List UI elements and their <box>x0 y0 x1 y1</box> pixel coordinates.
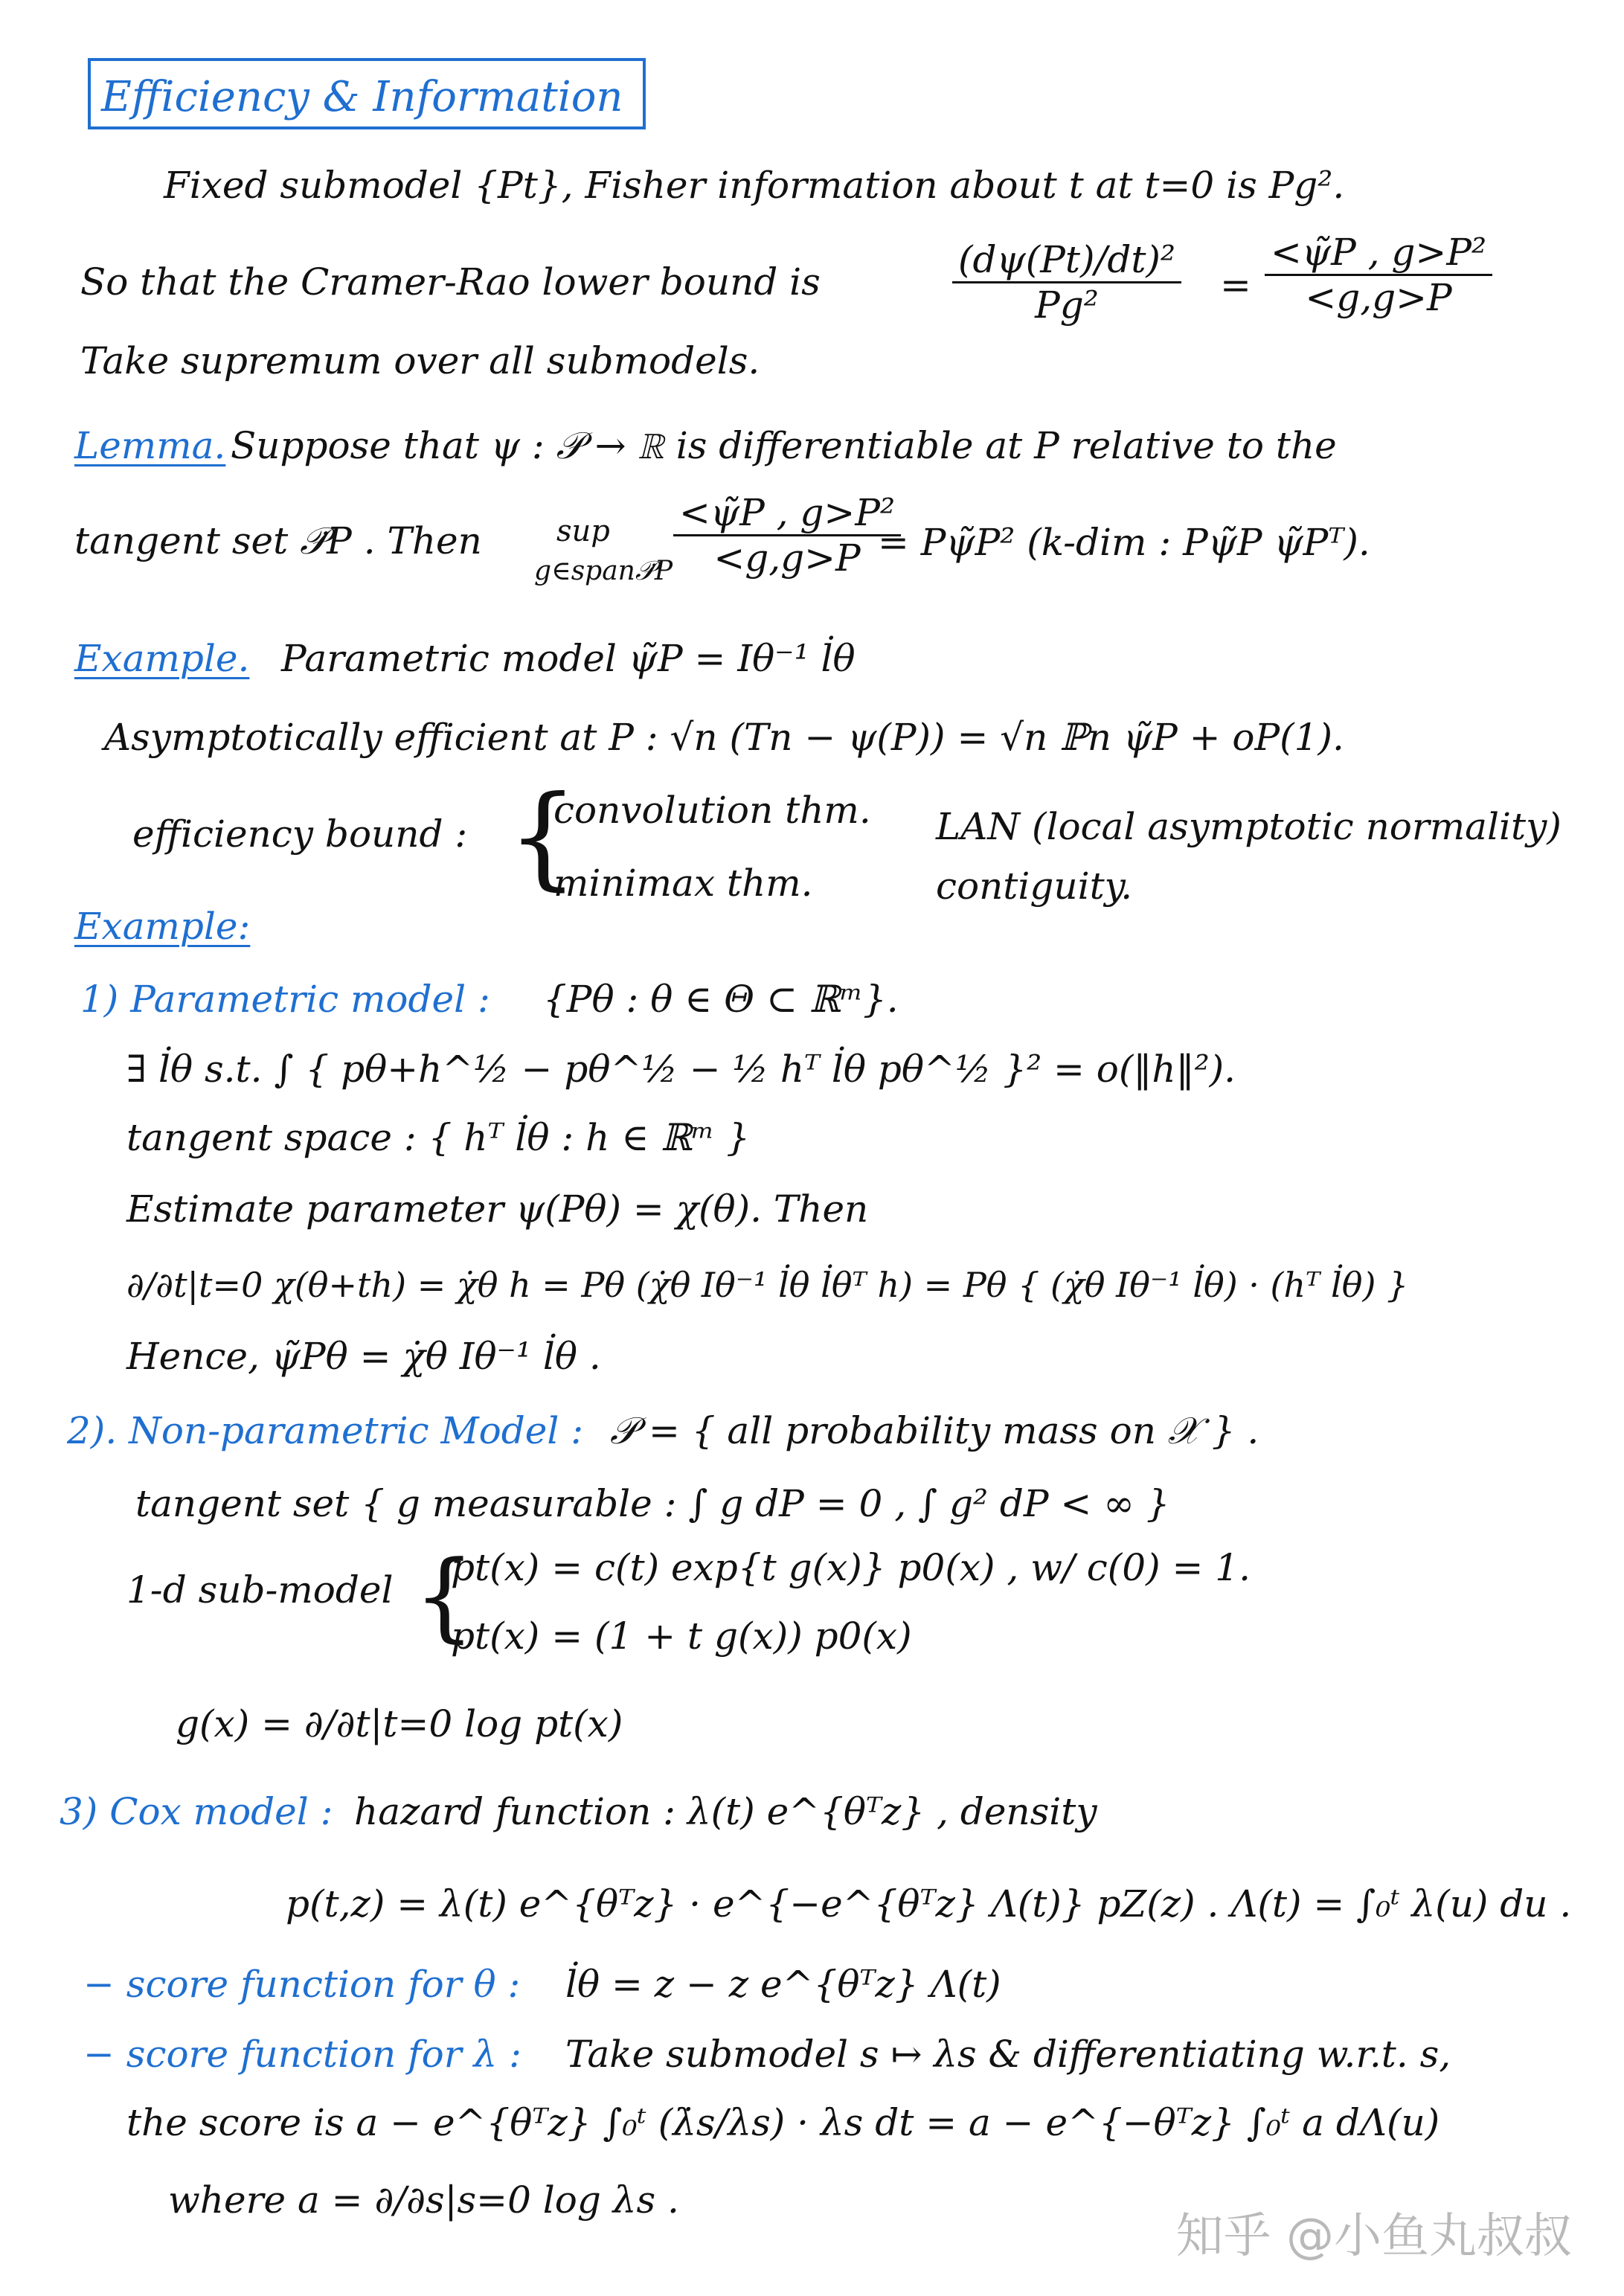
lemma-denominator: <g,g>P <box>713 536 861 580</box>
part-2-label: 2). Non-parametric Model : <box>67 1409 584 1452</box>
minimax-theorem: minimax thm. <box>553 862 813 905</box>
score-theta: l̇θ = z − z e^{θᵀz} Λ(t) <box>565 1963 1001 2006</box>
cramer-rao-numerator-2: <ψ̃P , g>P² <box>1271 231 1487 274</box>
part-1-label: 1) Parametric model : <box>80 978 490 1021</box>
lemma-fraction <box>673 491 901 580</box>
part-3-label: 3) Cox model : <box>60 1790 333 1833</box>
part-2-submodel-b: pt(x) = (1 + t g(x)) p0(x) <box>451 1614 912 1658</box>
lemma-numerator: <ψ̃P , g>P² <box>679 491 896 534</box>
part-1-head: {Pθ : θ ∈ Θ ⊂ ℝᵐ}. <box>543 978 899 1021</box>
score-lambda: Take submodel s ↦ λs & differentiating w.r.t. s, <box>565 2033 1451 2076</box>
intro-line-2: So that the Cramer-Rao lower bound is <box>80 260 821 304</box>
part-3-head: hazard function : λ(t) e^{θᵀz} , density <box>354 1790 1097 1833</box>
page-title: Efficiency & Information <box>101 73 623 121</box>
intro-line-1: Fixed submodel {Pt}, Fisher information about t at t=0 is Pg². <box>164 164 1345 207</box>
part-1-line-2: tangent space : { hᵀ l̇θ : h ∈ ℝᵐ } <box>126 1116 751 1159</box>
example-1-head: Parametric model ψ̃P = Iθ⁻¹ l̇θ <box>281 637 856 680</box>
score-lambda-label: − score function for λ : <box>83 2033 521 2076</box>
left-brace: { <box>414 1539 475 1652</box>
lemma-sup-subscript: g∈span𝒫̇P <box>534 556 673 586</box>
lemma-line-2b: = Pψ̃P² (k-dim : Pψ̃P ψ̃Pᵀ). <box>878 521 1370 564</box>
cramer-rao-equals: = <box>1220 263 1251 307</box>
watermark: 知乎 @小鱼丸叔叔 <box>1175 2209 1572 2264</box>
part-2-line-3: g(x) = ∂/∂t|t=0 log pt(x) <box>176 1702 623 1745</box>
cramer-rao-denominator: Pg² <box>1035 283 1099 327</box>
convolution-theorem: convolution thm. <box>553 789 871 832</box>
lemma-label: Lemma. <box>74 424 226 467</box>
cramer-rao-fraction-1 <box>952 238 1181 327</box>
lemma-line-1: Suppose that ψ : 𝒫 → ℝ is differentiable at P relative to the <box>231 424 1337 467</box>
part-1-line-1: ∃ l̇θ s.t. ∫ { pθ+h^½ − pθ^½ − ½ hᵀ l̇θ pθ^½ }² = o(‖h‖²). <box>126 1048 1236 1091</box>
efficiency-bound-label: efficiency bound : <box>132 812 468 856</box>
score-line-3: the score is a − e^{θᵀz} ∫₀ᵗ (λ̇s/λs) · λs dt = a − e^{−θᵀz} ∫₀ᵗ a dΛ(u) <box>126 2101 1440 2144</box>
title-box <box>88 58 646 129</box>
example-2-label: Example: <box>74 905 251 948</box>
lemma-sup: sup <box>556 514 610 548</box>
score-theta-label: − score function for θ : <box>83 1963 521 2006</box>
cramer-rao-fraction-2 <box>1265 231 1492 319</box>
left-brace: { <box>507 772 579 902</box>
part-1-line-4: ∂/∂t|t=0 χ(θ+th) = χ̇θ h = Pθ (χ̇θ Iθ⁻¹ l̇θ l̇θᵀ h) = Pθ { (χ̇θ Iθ⁻¹ l̇θ) · (hᵀ l̇θ) } <box>126 1265 1409 1305</box>
part-2-line-1: tangent set { g measurable : ∫ g dP = 0 , ∫ g² dP < ∞ } <box>135 1482 1170 1525</box>
part-2-submodel-a: pt(x) = c(t) exp{t g(x)} p0(x) , w/ c(0) = 1. <box>451 1546 1251 1589</box>
example-1-line-1: Asymptotically efficient at P : √n (Tn − ψ(P)) = √n ℙn ψ̃P + oP(1). <box>104 716 1344 759</box>
part-3-line-1: p(t,z) = λ(t) e^{θᵀz} · e^{−e^{θᵀz} Λ(t)} pZ(z) . Λ(t) = ∫₀ᵗ λ(u) du . <box>286 1882 1572 1925</box>
intro-line-3: Take supremum over all submodels. <box>80 339 760 382</box>
score-line-4: where a = ∂/∂s|s=0 log λs . <box>168 2178 679 2222</box>
part-1-line-5: Hence, ψ̃Pθ = χ̇θ Iθ⁻¹ l̇θ . <box>126 1335 601 1378</box>
lemma-line-2a: tangent set 𝒫̇P . Then <box>74 519 482 562</box>
cramer-rao-numerator: (dψ(Pt)/dt)² <box>958 238 1175 281</box>
part-2-head: 𝒫 = { all probability mass on 𝒳 } . <box>610 1409 1259 1452</box>
part-1-line-3: Estimate parameter ψ(Pθ) = χ(θ). Then <box>126 1187 869 1231</box>
example-1-label: Example. <box>74 637 250 680</box>
cramer-rao-denominator-2: <g,g>P <box>1305 276 1452 319</box>
contiguity-text: contiguity. <box>936 865 1133 908</box>
part-2-line-2: 1-d sub-model <box>126 1568 394 1612</box>
lan-text: LAN (local asymptotic normality) <box>936 805 1562 848</box>
